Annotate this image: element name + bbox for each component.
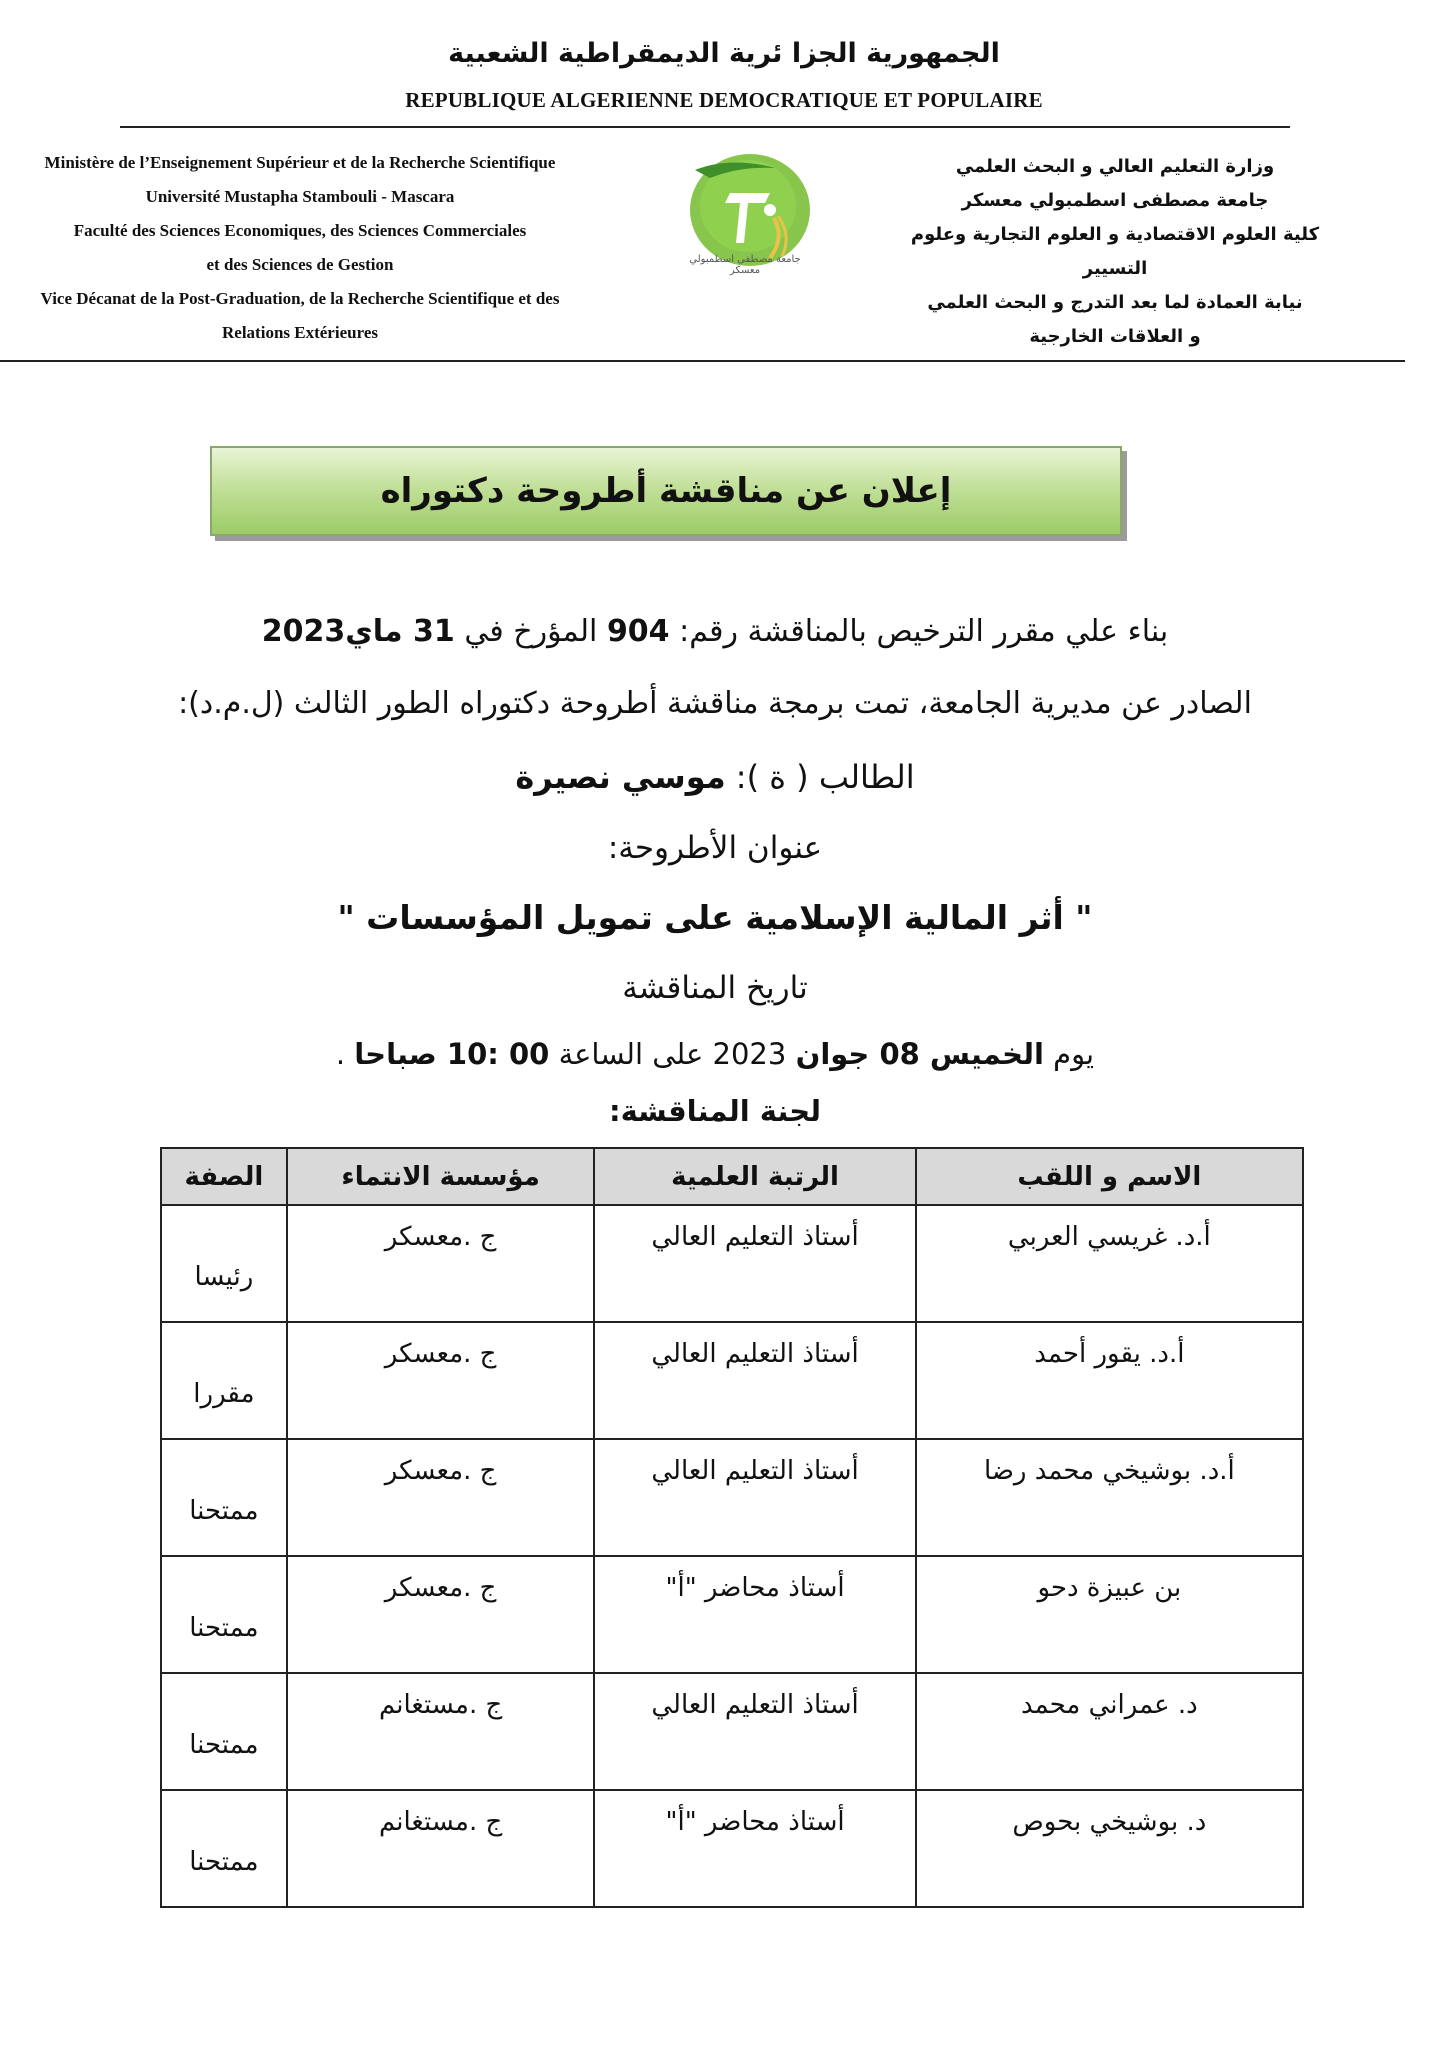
header-arabic-title: الجمهورية الجزا ئرية الديمقراطية الشعبية <box>448 38 1000 69</box>
decision-prefix: بناء علي مقرر الترخيص بالمناقشة رقم: <box>679 614 1169 649</box>
ar-line-university: جامعة مصطفى اسطمبولي معسكر <box>961 190 1269 211</box>
member-rank: أستاذ التعليم العالي <box>594 1439 915 1556</box>
committee-label: لجنة المناقشة: <box>609 1094 821 1128</box>
date-end: . <box>335 1037 346 1071</box>
member-name: د. عمراني محمد <box>916 1673 1303 1790</box>
fr-line-ministry: Ministère de l’Enseignement Supérieur et de la Recherche Scientifique <box>44 153 556 172</box>
member-institution: ج .معسكر <box>287 1205 595 1322</box>
date-day: الخميس 08 جوان <box>795 1037 1044 1071</box>
announcement-banner <box>210 446 1122 536</box>
member-rank: أستاذ محاضر "أ" <box>594 1790 915 1907</box>
member-name: أ.د. غريسي العربي <box>916 1205 1303 1322</box>
ar-line-faculty: كلية العلوم الاقتصادية و العلوم التجارية وعلوم التسيير <box>910 224 1320 279</box>
table-row <box>161 1673 1303 1790</box>
member-name: بن عبيزة دحو <box>916 1556 1303 1673</box>
member-rank: أستاذ التعليم العالي <box>594 1205 915 1322</box>
member-institution: ج .مستغانم <box>287 1790 595 1907</box>
fr-line-faculty: Faculté des Sciences Economiques, des Sciences Commerciales <box>73 221 527 240</box>
ar-line-vice-dean-cont: و العلاقات الخارجية <box>1029 326 1201 347</box>
committee-table <box>160 1147 1304 1908</box>
member-role: ممتحنا <box>161 1556 287 1673</box>
student-line <box>120 758 1310 796</box>
logo-caption-line1: جامعة مصطفى اسطمبولي <box>689 254 801 265</box>
member-name: أ.د. بوشيخي محمد رضا <box>916 1439 1303 1556</box>
member-institution: ج .مستغانم <box>287 1673 595 1790</box>
member-institution: ج .معسكر <box>287 1322 595 1439</box>
member-name: أ.د. يقور أحمد <box>916 1322 1303 1439</box>
table-row <box>161 1556 1303 1673</box>
header-role: الصفة <box>161 1148 287 1205</box>
header-name: الاسم و اللقب <box>916 1148 1303 1205</box>
ar-line-ministry: وزارة التعليم العالي و البحث العلمي <box>955 156 1275 177</box>
fr-line-university: Université Mustapha Stambouli - Mascara <box>145 187 455 206</box>
defense-date-line <box>120 1037 1310 1071</box>
french-institution-block <box>0 146 600 350</box>
fr-line-faculty-cont: et des Sciences de Gestion <box>206 255 394 274</box>
decision-line <box>120 614 1310 649</box>
member-role: مقررا <box>161 1322 287 1439</box>
decision-number: 904 <box>606 614 670 649</box>
logo-caption-line2: معسكر <box>729 265 761 276</box>
member-role: ممتحنا <box>161 1790 287 1907</box>
student-name: موسي نصيرة <box>515 758 726 796</box>
table-row <box>161 1205 1303 1322</box>
member-rank: أستاذ التعليم العالي <box>594 1322 915 1439</box>
university-logo <box>670 148 820 298</box>
header-institution: مؤسسة الانتماء <box>287 1148 595 1205</box>
header-rank: الرتبة العلمية <box>594 1148 915 1205</box>
header-french-title: REPUBLIQUE ALGERIENNE DEMOCRATIQUE ET POPULAIRE <box>405 88 1043 112</box>
thesis-title: " أثر المالية الإسلامية على تمويل المؤسسات " <box>337 898 1093 937</box>
member-institution: ج .معسكر <box>287 1439 595 1556</box>
decision-date-label: المؤرخ في <box>464 614 598 649</box>
thesis-label: عنوان الأطروحة: <box>607 830 823 866</box>
member-rank: أستاذ التعليم العالي <box>594 1673 915 1790</box>
programming-line: الصادر عن مديرية الجامعة، تمت برمجة مناقشة أطروحة دكتوراه الطور الثالث (ل.م.د): <box>178 686 1252 721</box>
header-divider-top <box>120 126 1290 128</box>
date-time: 00 :10 صباحا <box>354 1037 550 1071</box>
member-name: د. بوشيخي بحوص <box>916 1790 1303 1907</box>
ar-line-vice-dean: نيابة العمادة لما بعد التدرج و البحث العلمي <box>927 292 1303 313</box>
header-divider-bottom <box>0 360 1405 362</box>
table-row <box>161 1322 1303 1439</box>
defense-date-label: تاريخ المناقشة <box>622 970 808 1006</box>
date-year: 2023 على الساعة <box>558 1037 787 1071</box>
announcement-title: إعلان عن مناقشة أطروحة دكتوراه <box>380 471 952 511</box>
date-day-prefix: يوم <box>1053 1037 1095 1071</box>
student-label: الطالب ( ة ): <box>735 758 915 796</box>
member-institution: ج .معسكر <box>287 1556 595 1673</box>
table-row <box>161 1790 1303 1907</box>
member-role: ممتحنا <box>161 1439 287 1556</box>
member-rank: أستاذ محاضر "أ" <box>594 1556 915 1673</box>
fr-line-vice-dean-cont: Relations Extérieures <box>222 323 378 342</box>
fr-line-vice-dean: Vice Décanat de la Post-Graduation, de la Recherche Scientifique et des <box>40 289 560 308</box>
member-role: ممتحنا <box>161 1673 287 1790</box>
committee-header-row <box>161 1148 1303 1205</box>
table-row <box>161 1439 1303 1556</box>
logo-caption <box>670 254 820 276</box>
member-role: رئيسا <box>161 1205 287 1322</box>
decision-date: 31 ماي2023 <box>261 614 455 649</box>
arabic-institution-block <box>880 150 1350 354</box>
